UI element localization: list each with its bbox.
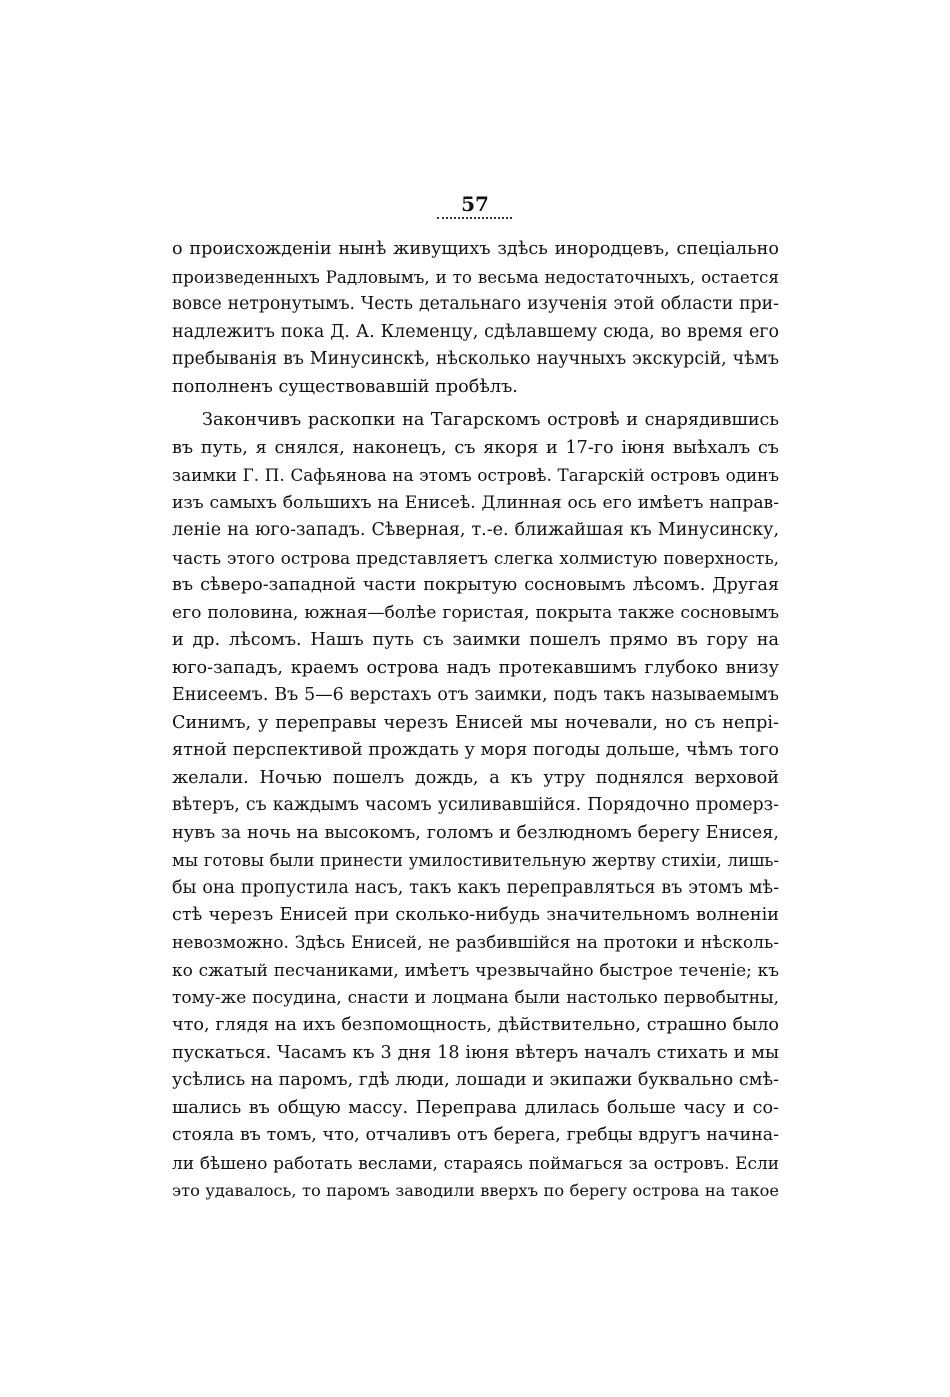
text-line: стояла въ томъ, что, отчаливъ отъ берега, гребцы вдругъ начина-	[172, 1125, 779, 1145]
text-line: шались въ общую массу. Переправа длилась больше часу и со-	[172, 1097, 779, 1118]
text-line: надлежитъ пока Д. А. Клеменцу, сдѣлавшему сюда, во время его	[172, 321, 779, 342]
text-line: изъ самыхъ большихъ на Енисеѣ. Длинная ось его имѣетъ направ-	[172, 492, 779, 513]
text-line: его половина, южная—болѣе гористая, покрыта также сосновымъ	[172, 602, 779, 623]
text-line: леніе на юго-западъ. Сѣверная, т.-е. ближайшая къ Минусинску,	[172, 520, 779, 540]
text-line: пускаться. Часамъ къ 3 дня 18 іюня вѣтеръ началъ стихать и мы	[172, 1042, 779, 1063]
text-line: часть этого острова представляетъ слегка холмистую поверхность,	[172, 547, 779, 568]
text-line: Закончивъ раскопки на Тагарскомъ островѣ и снарядившись	[202, 410, 779, 430]
text-line: юго-западъ, краемъ острова надъ протекавшимъ глубоко внизу	[172, 657, 779, 678]
text-line: бы она пропустила насъ, такъ какъ переправляться въ этомъ мѣ-	[172, 877, 779, 898]
text-line: мы готовы были принести умилостивительную жертву стихіи, лишь-	[172, 851, 779, 870]
text-line: стѣ черезъ Енисей при сколько-нибудь значительномъ волненіи	[172, 905, 779, 925]
text-line: усѣлись на паромъ, гдѣ люди, лошади и экипажи буквально смѣ-	[172, 1070, 779, 1090]
text-line: что, глядя на ихъ безпомощность, дѣйствительно, страшно было	[172, 1015, 779, 1035]
text-line: пребыванія въ Минусинскѣ, нѣсколько научныхъ экскурсій, чѣмъ	[172, 349, 779, 369]
text-line: это удавалось, то паромъ заводили вверхъ по берегу острова на такое	[172, 1181, 779, 1200]
text-line: невозможно. Здѣсь Енисей, не разбившійся на протоки и нѣсколь-	[172, 932, 779, 953]
body-text	[172, 236, 779, 1205]
text-line: Синимъ, у переправы черезъ Енисей мы ночевали, но съ непрі-	[172, 712, 779, 733]
text-line: заимки Г. П. Сафьянова на этомъ островѣ. Тагарскій островъ одинъ	[172, 465, 779, 485]
text-line: тому-же посудина, снасти и лоцмана были настолько первобытны,	[172, 987, 779, 1008]
text-line: въ сѣверо-западной части покрытую сосновымъ лѣсомъ. Другая	[172, 575, 779, 595]
text-line: Енисеемъ. Въ 5—6 верстахъ отъ заимки, подъ такъ называемымъ	[172, 685, 779, 705]
text-line: нувъ за ночь на высокомъ, голомъ и безлюдномъ берегу Енисея,	[172, 822, 779, 843]
paragraph-1	[172, 236, 779, 401]
text-line: ко сжатый песчаниками, имѣетъ чрезвычайно быстрое теченіе; къ	[172, 960, 779, 980]
text-line: желали. Ночью пошелъ дождь, а къ утру поднялся верховой	[172, 767, 779, 788]
text-line: и др. лѣсомъ. Нашъ путь съ заимки пошелъ прямо въ гору на	[172, 630, 779, 650]
paragraph-2	[172, 407, 779, 1205]
text-line: въ путь, я снялся, наконецъ, съ якоря и 17-го іюня выѣхалъ съ	[172, 437, 779, 458]
page-number-rule	[437, 217, 512, 219]
text-line: вовсе нетронутымъ. Честь детальнаго изученія этой области при-	[172, 294, 779, 314]
text-line: вѣтеръ, съ каждымъ часомъ усиливавшійся. Порядочно промерз-	[172, 795, 779, 815]
text-line: о происхожденіи нынѣ живущихъ здѣсь инородцевъ, спеціально	[172, 239, 779, 259]
text-line: пополненъ существовавшій пробѣлъ.	[172, 376, 518, 397]
text-line: ятной перспективой прождать у моря погоды дольше, чѣмъ того	[172, 740, 779, 760]
text-line: произведенныхъ Радловымъ, и то весьма недостаточныхъ, остается	[172, 266, 779, 287]
text-line: ли бѣшено работать веслами, стараясь поймагься за островъ. Если	[172, 1152, 779, 1173]
page-number: 57	[461, 192, 489, 216]
